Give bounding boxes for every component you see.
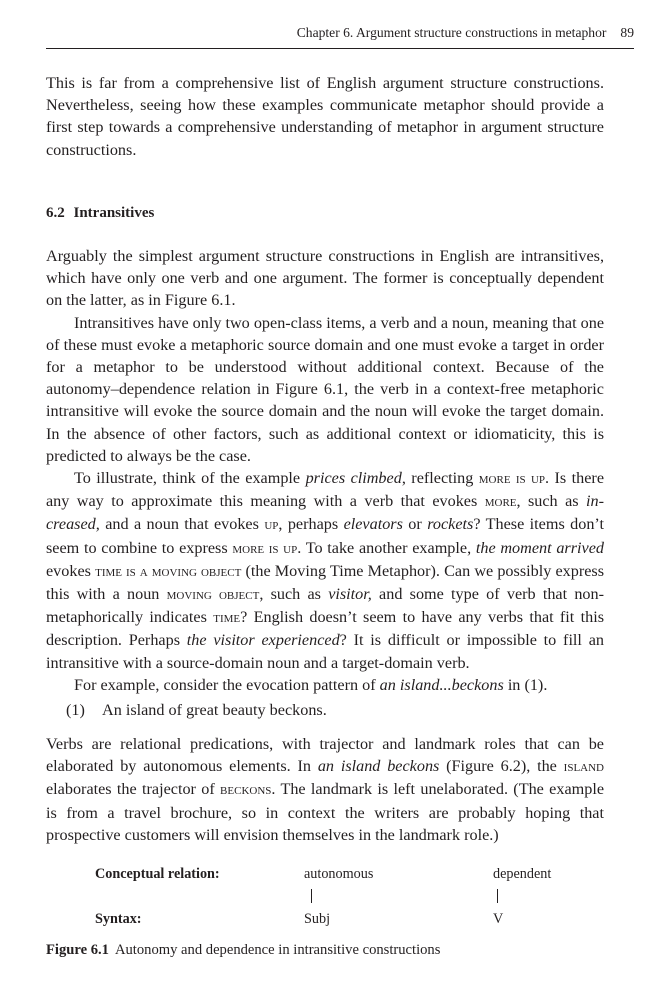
figure-connector-line bbox=[311, 889, 312, 903]
paragraph-1: Arguably the simplest argument structure constructions in English are intransitives, which have only one verb and one argument. The former is conceptually dependent on the latter, as in Figure 6.1. bbox=[46, 247, 604, 310]
small-caps-metaphor: time is a moving object bbox=[95, 562, 242, 580]
text-run: , perhaps bbox=[278, 515, 344, 534]
section-body bbox=[46, 245, 604, 696]
example-text: An island of great beauty beckons. bbox=[102, 701, 327, 719]
text-run: . The landmark is left unelaborated. (The example is from a travel brochure, so in context the writers are probably hoping that prospective customers will envision themselves in the landmark role.) bbox=[46, 780, 605, 844]
text-run: ? These items don’t seem to combine to express bbox=[46, 515, 605, 557]
italic-term: the moment arrived bbox=[475, 538, 604, 557]
italic-term: an island...beckons bbox=[379, 675, 504, 694]
paragraph-5-block bbox=[46, 733, 604, 846]
caption-text: Autonomy and dependence in intransitive constructions bbox=[114, 942, 441, 958]
text-run: To illustrate, think of the example bbox=[74, 469, 306, 488]
header-rule bbox=[46, 48, 634, 49]
figure-row-label-syntax: Syntax: bbox=[95, 911, 142, 927]
page-number: 89 bbox=[620, 25, 634, 40]
small-caps-metaphor: moving object bbox=[166, 586, 260, 604]
text-run: (the Moving Time Metaphor). Can we possibly express this with a noun bbox=[46, 561, 604, 604]
text-run: ? English doesn’t seem to have any verbs that fit this description. Perhaps bbox=[46, 608, 604, 650]
figure-cell-autonomous: autonomous bbox=[304, 866, 374, 882]
figure-cell-subj: Subj bbox=[304, 911, 331, 927]
figure-connector-line bbox=[497, 889, 498, 903]
text-run: or bbox=[402, 515, 428, 534]
italic-term: an island beckons bbox=[317, 757, 440, 776]
italic-term: increased, bbox=[46, 492, 604, 534]
small-caps-metaphor: more is up bbox=[478, 470, 546, 488]
text-run: (Figure 6.2), the bbox=[439, 757, 564, 776]
example-number: (1) bbox=[66, 701, 85, 719]
text-run: , such as bbox=[516, 492, 587, 511]
figure-cell-v: V bbox=[493, 911, 504, 927]
text-run: Verbs are relational predications, with trajector and landmark roles that can be elaborated by autonomous elements. In bbox=[46, 735, 604, 776]
small-caps-metaphor: more bbox=[484, 493, 517, 511]
small-caps-concept: island bbox=[563, 758, 605, 776]
text-run: . To take another example, bbox=[297, 538, 476, 557]
section-heading bbox=[46, 203, 154, 223]
running-head bbox=[46, 24, 634, 42]
text-run: . Is there any way to approximate this meaning with a verb that evokes bbox=[46, 469, 605, 511]
paragraph-5 bbox=[46, 733, 604, 846]
figure-cell-dependent: dependent bbox=[493, 866, 552, 882]
paragraph-2: Intransitives have only two open-class items, a verb and a noun, meaning that one of these must evoke a metaphoric source domain and one must evoke a target in order for a metaphor to be understood without additional context. Because of the autonomy–dependence relation in Figure 6.1, the verb in a context-free metaphoric intransitive will evoke the source domain and the noun will evoke the target domain. In the absence of other factors, such as additional context or idiomaticity, this is predicted to always be the case. bbox=[46, 313, 604, 465]
small-caps-metaphor: more is up bbox=[232, 539, 298, 557]
numbered-example bbox=[66, 699, 327, 721]
text-run: evokes bbox=[46, 561, 96, 580]
text-run: For example, consider the evocation pattern of bbox=[74, 675, 380, 694]
italic-term: prices climbed bbox=[305, 469, 402, 488]
paragraph-4 bbox=[46, 674, 604, 696]
section-title: Intransitives bbox=[73, 205, 155, 221]
italic-term: visitor, bbox=[328, 585, 372, 604]
paragraph-3 bbox=[46, 467, 604, 674]
text-run: elaborates the trajector of bbox=[46, 780, 221, 799]
running-title: Chapter 6. Argument structure constructions in metaphor bbox=[296, 25, 607, 40]
small-caps-metaphor: time bbox=[213, 609, 241, 627]
text-run: and some type of verb that non-metaphorically indicates bbox=[46, 585, 605, 627]
section-number: 6.2 bbox=[46, 205, 65, 221]
small-caps-metaphor: up bbox=[264, 516, 279, 534]
text-run: , reflecting bbox=[401, 469, 479, 488]
figure-caption bbox=[46, 940, 440, 960]
caption-number: Figure 6.1 bbox=[46, 942, 109, 958]
small-caps-concept: beckons bbox=[220, 781, 272, 799]
figure-row-label-conceptual: Conceptual relation: bbox=[95, 866, 220, 882]
intro-text: This is far from a comprehensive list of English argument structure constructions. Nevertheless, seeing how these examples communicate metaphor should provide a first step towards a comprehensive understanding of metaphor in argument structure constructions. bbox=[46, 74, 604, 159]
text-run: ? It is difficult or impossible to fill an intransitive with a source-domain noun and a target-domain verb. bbox=[46, 631, 604, 672]
text-run: in (1). bbox=[503, 675, 548, 694]
text-run: , such as bbox=[259, 585, 329, 604]
text-run: and a noun that evokes bbox=[99, 515, 265, 534]
italic-term: elevators bbox=[343, 515, 403, 534]
italic-term: the visitor experienced bbox=[186, 631, 340, 650]
intro-paragraph bbox=[46, 72, 604, 161]
italic-term: rockets bbox=[427, 515, 474, 534]
